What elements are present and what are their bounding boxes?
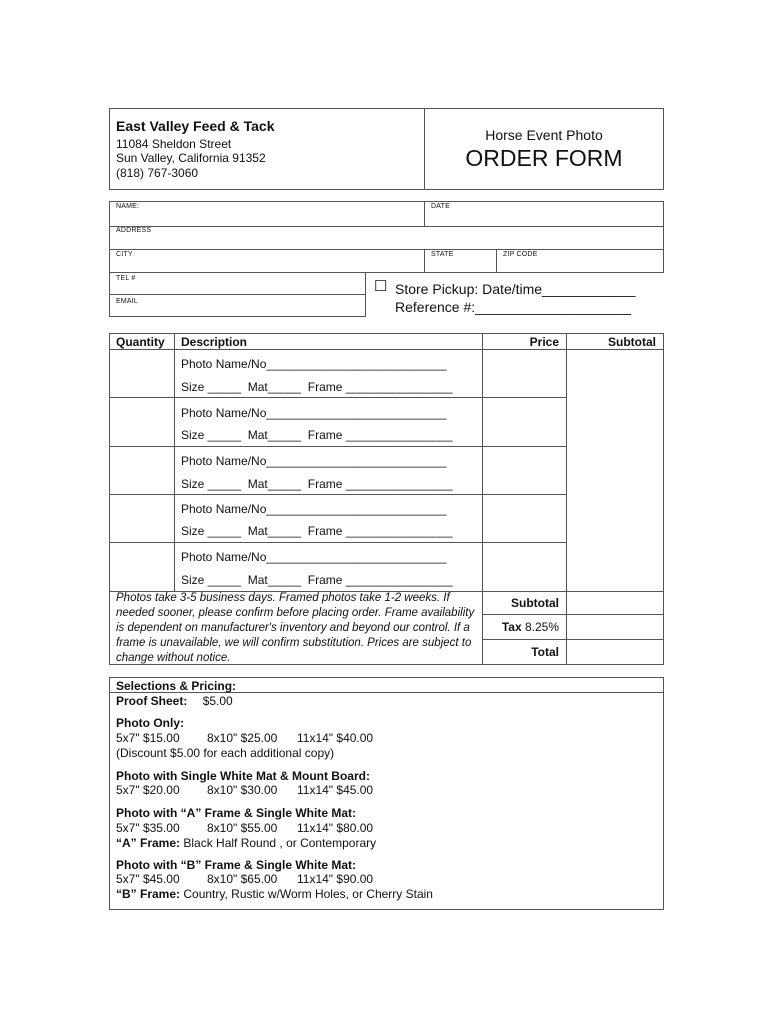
subtotal-header: Subtotal (608, 335, 656, 349)
b-frame-heading: Photo with “B” Frame & Single White Mat: (116, 858, 356, 872)
single-mat-price-5x7: 5x7" $20.00 (116, 783, 180, 797)
order-notice: Photos take 3-5 business days. Framed photos take 1-2 weeks. If needed sooner, please confirm before placing order. Frame availability is dependent on manufacturer's inventory and beyond our control. If a frame is unavailable, we will confirm substitution. Prices are subject to change without notice. (116, 592, 475, 664)
pickup-reference: Reference #:____________________ (395, 299, 631, 315)
date-field-label: DATE (431, 203, 450, 210)
a-frame-price-8x10: 8x10" $55.00 (207, 821, 278, 835)
address-row (109, 226, 664, 250)
row-size-mat-frame: Size _____ Mat_____ Frame ________________ (181, 477, 453, 491)
price-col-line (566, 333, 567, 665)
store-city: Sun Valley, California 91352 (116, 151, 266, 165)
name-date-row (109, 201, 664, 227)
row-photo-name: Photo Name/No___________________________ (181, 550, 447, 564)
row-size-mat-frame: Size _____ Mat_____ Frame ________________ (181, 524, 453, 538)
name-field-label: NAME: (116, 203, 140, 210)
a-frame-price-11x14: 11x14" $80.00 (297, 821, 374, 835)
a-frame-price-5x7: 5x7" $35.00 (116, 821, 180, 835)
totals-line (482, 614, 664, 615)
photo-only-discount-note: (Discount $5.00 for each additional copy) (116, 746, 335, 760)
pricing-heading: Selections & Pricing: (116, 679, 237, 693)
qty-col-line (174, 333, 175, 591)
row-photo-name: Photo Name/No___________________________ (181, 454, 447, 468)
b-frame-label: “B” Frame: (116, 887, 181, 901)
zip-field-label: ZIP CODE (503, 251, 538, 258)
b-frame-price-5x7: 5x7" $45.00 (116, 872, 180, 886)
row-size-mat-frame: Size _____ Mat_____ Frame ________________ (181, 573, 453, 587)
tax-rate: 8.25% (524, 620, 559, 634)
row-photo-name: Photo Name/No___________________________ (181, 502, 447, 516)
state-field-label: STATE (431, 251, 454, 258)
qty-header: Quantity (116, 335, 165, 349)
row-separator (109, 446, 566, 447)
form-title: ORDER FORM (465, 145, 623, 171)
a-frame-options: Black Half Round , or Contemporary (183, 836, 377, 850)
pickup-label: Store Pickup: Date/time____________ (395, 281, 636, 297)
pricing-box (109, 677, 664, 910)
form-subtitle: Horse Event Photo (485, 127, 603, 143)
total-label: Total (531, 645, 559, 659)
proof-sheet-line (116, 694, 233, 708)
a-frame-heading: Photo with “A” Frame & Single White Mat: (116, 806, 356, 820)
tax-label: Tax (501, 620, 522, 634)
b-frame-options: Country, Rustic w/Worm Holes, or Cherry Stain (183, 887, 433, 901)
store-phone: (818) 767-3060 (116, 166, 199, 180)
b-frame-price-11x14: 11x14" $90.00 (297, 872, 374, 886)
row-size-mat-frame: Size _____ Mat_____ Frame ________________ (181, 380, 453, 394)
tax-row (482, 620, 559, 634)
single-mat-price-8x10: 8x10" $30.00 (207, 783, 278, 797)
state-divider (496, 249, 497, 273)
city-divider (424, 249, 425, 273)
email-row (109, 294, 366, 317)
single-mat-price-11x14: 11x14" $45.00 (297, 783, 374, 797)
city-field-label: CITY (116, 251, 133, 258)
price-header: Price (529, 335, 559, 349)
pickup-checkbox[interactable]: ☐ (374, 278, 388, 295)
totals-line (482, 639, 664, 640)
single-mat-heading: Photo with Single White Mat & Mount Board: (116, 769, 370, 783)
desc-col-line (482, 333, 483, 665)
name-date-divider (424, 201, 425, 227)
a-frame-options-line (116, 836, 376, 850)
row-separator (109, 397, 566, 398)
email-field-label: EMAIL (116, 298, 139, 305)
table-header-line (109, 349, 664, 350)
desc-header: Description (181, 335, 248, 349)
address-field-label: ADDRESS (116, 227, 152, 234)
a-frame-label: “A” Frame: (116, 836, 181, 850)
row-separator (109, 494, 566, 495)
photo-only-price-8x10: 8x10" $25.00 (207, 731, 278, 745)
row-separator (109, 542, 566, 543)
proof-price: $5.00 (202, 694, 233, 708)
b-frame-price-8x10: 8x10" $65.00 (207, 872, 278, 886)
tel-row (109, 272, 366, 295)
city-row (109, 249, 664, 273)
photo-only-price-5x7: 5x7" $15.00 (116, 731, 180, 745)
store-name: East Valley Feed & Tack (116, 118, 275, 134)
row-size-mat-frame: Size _____ Mat_____ Frame ________________ (181, 428, 453, 442)
subtotal-label: Subtotal (511, 596, 559, 610)
b-frame-options-line (116, 887, 433, 901)
store-street: 11084 Sheldon Street (116, 137, 232, 151)
photo-only-price-11x14: 11x14" $40.00 (297, 731, 374, 745)
row-photo-name: Photo Name/No___________________________ (181, 357, 447, 371)
tel-field-label: TEL # (116, 275, 136, 282)
photo-only-heading: Photo Only: (116, 716, 184, 730)
proof-label: Proof Sheet: (116, 694, 188, 708)
row-photo-name: Photo Name/No___________________________ (181, 406, 447, 420)
